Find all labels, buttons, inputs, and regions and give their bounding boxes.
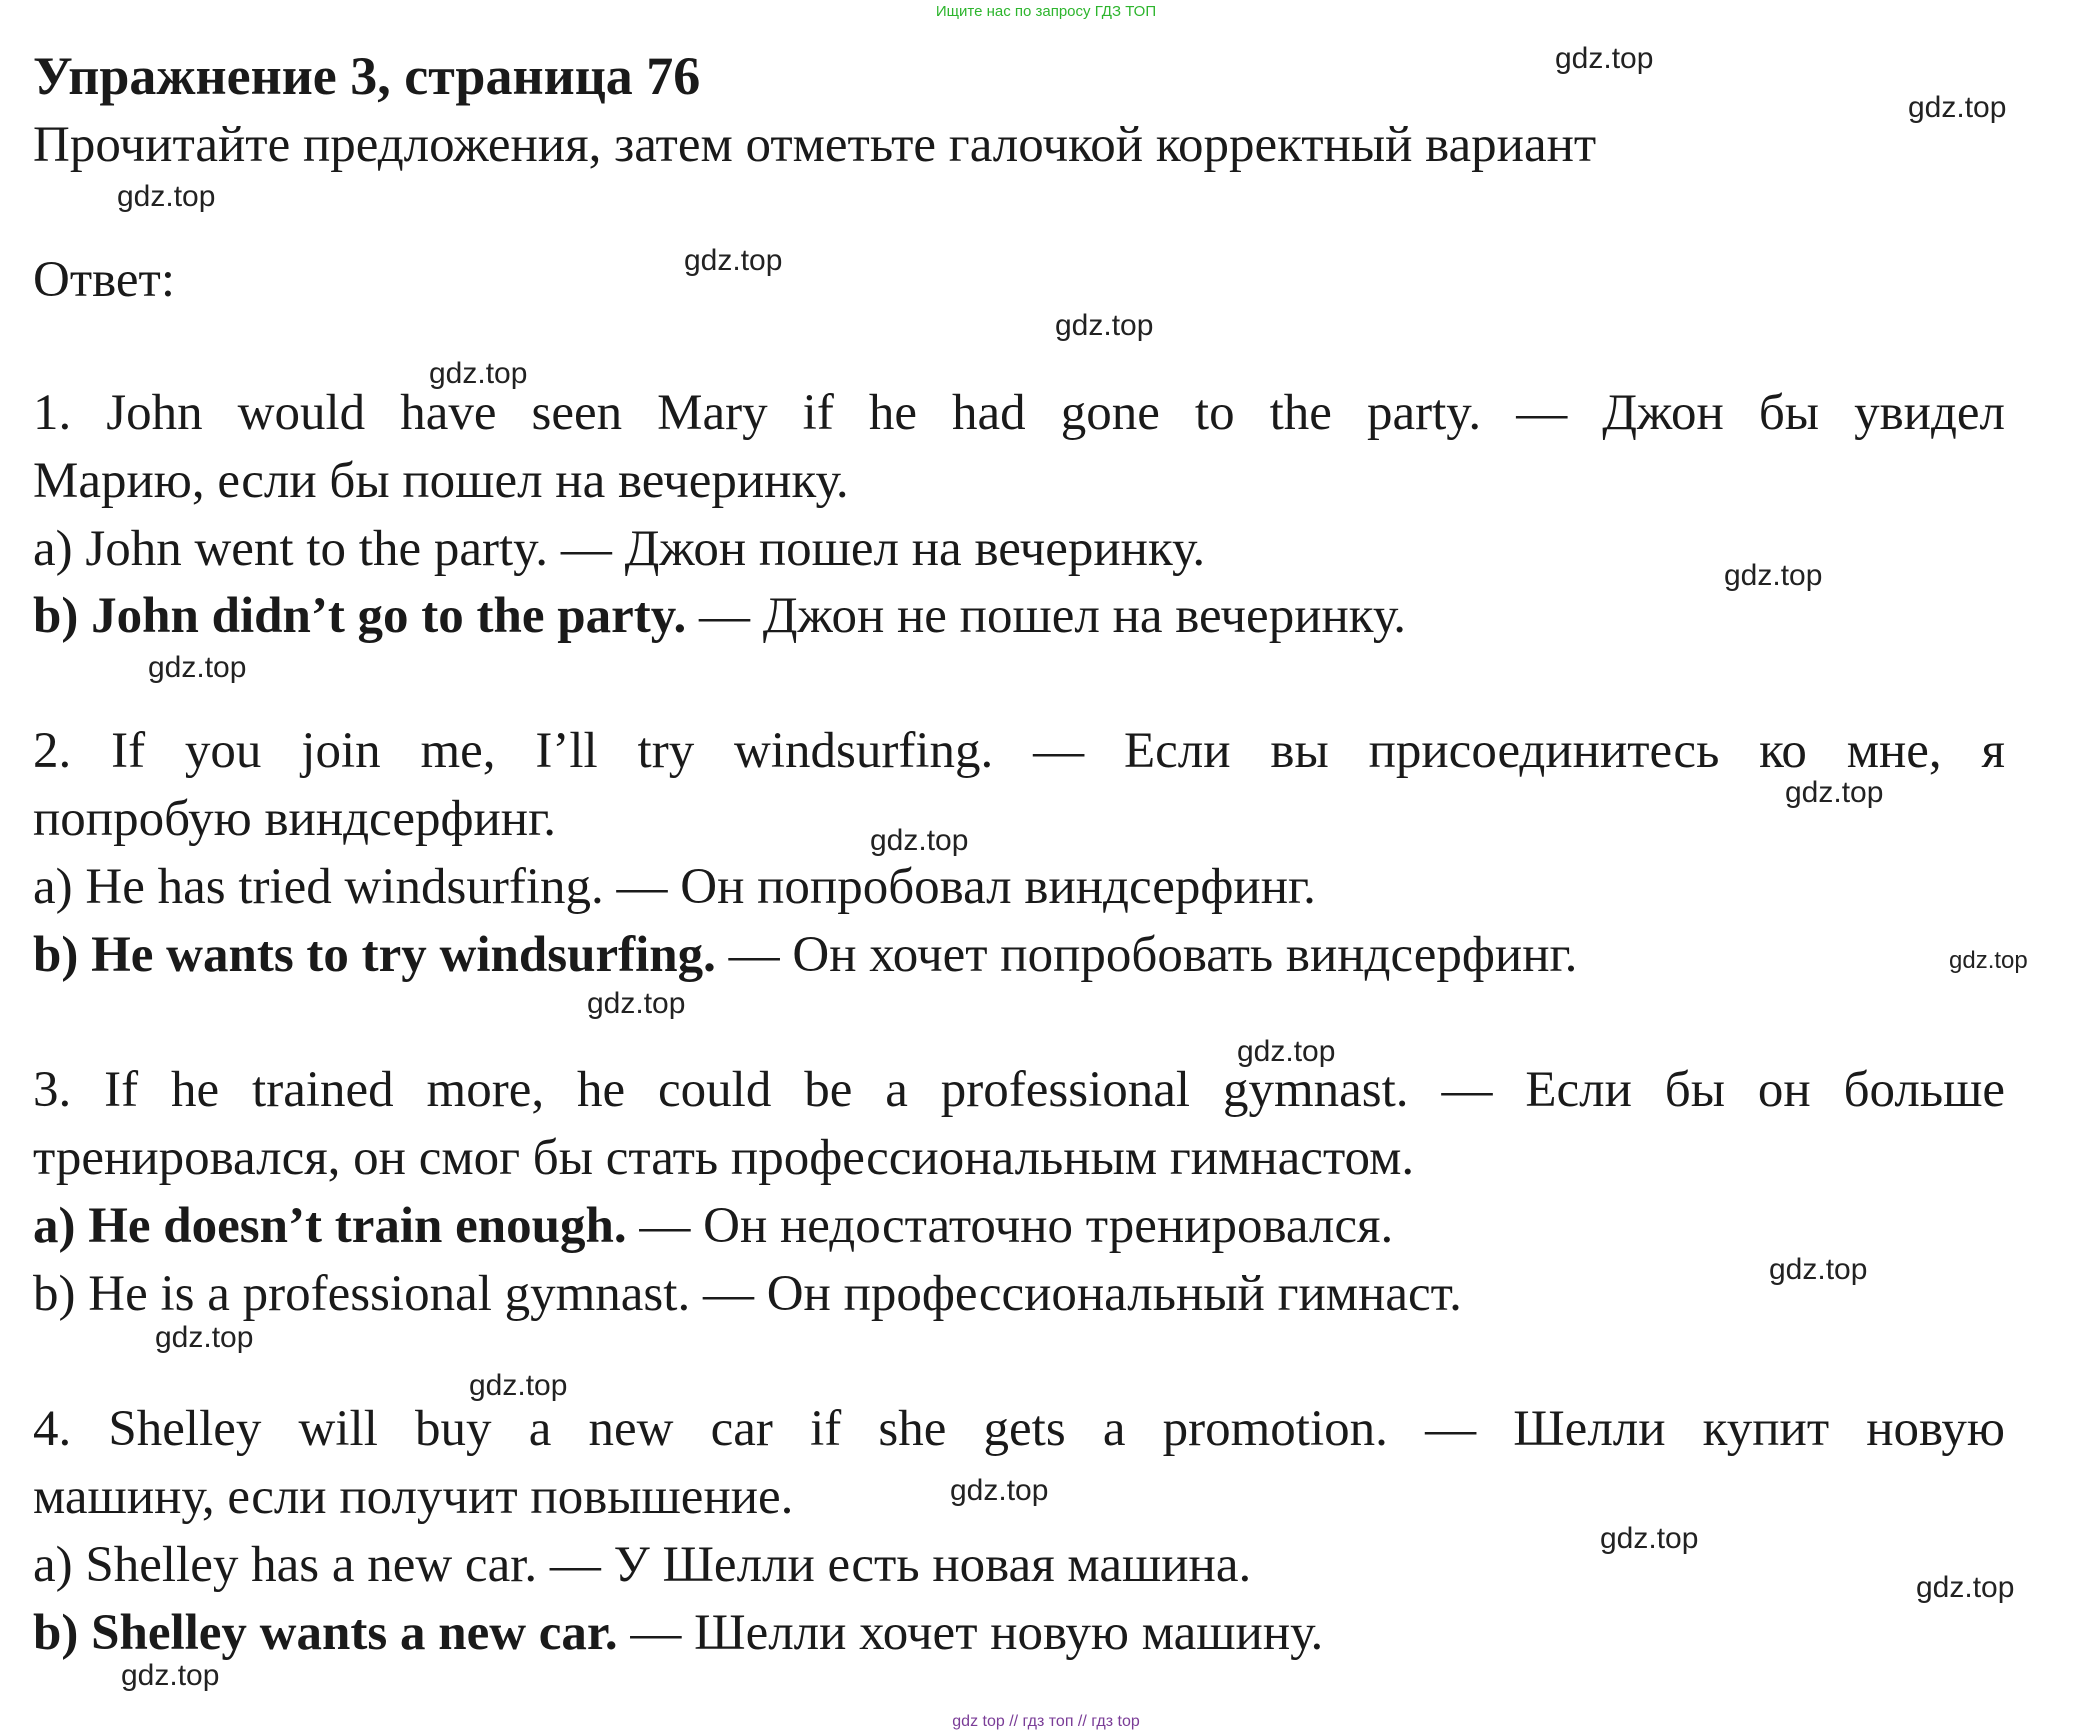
option-b-en: b) Shelley wants a new car. — [33, 1605, 618, 1661]
answer-label: Ответ: — [33, 252, 175, 308]
watermark: gdz.top — [1916, 1571, 2015, 1604]
page-title: Упражнение 3, страница 76 — [33, 46, 701, 106]
watermark: gdz.top — [1785, 776, 1884, 809]
watermark: gdz.top — [870, 824, 969, 857]
item-4-sentence-line1: 4. Shelley will buy a new car if she gets a promotion. — Шелли купит новую — [33, 1401, 2005, 1457]
item-1-sentence-line1: 1. John would have seen Mary if he had gone to the party. — Джон бы увидел — [33, 385, 2005, 441]
option-a-ru: — Он попробовал виндсерфинг. — [603, 859, 1316, 915]
option-b-en: b) He is a professional gymnast. — [33, 1266, 691, 1322]
option-b-en: b) John didn’t go to the party. — [33, 588, 687, 644]
item-2-option-a — [33, 859, 1316, 915]
option-a-ru: — У Шелли есть новая машина. — [537, 1537, 1252, 1593]
instruction: Прочитайте предложения, затем отметьте галочкой корректный вариант — [33, 117, 1597, 173]
item-1-option-b-correct — [33, 588, 1406, 644]
watermark: gdz.top — [429, 357, 528, 390]
item-3-option-a-correct — [33, 1198, 1394, 1254]
item-4-sentence-line2: машину, если получит повышение. — [33, 1469, 794, 1525]
option-b-ru: — Он хочет попробовать виндсерфинг. — [715, 927, 1578, 983]
watermark: gdz.top — [1724, 559, 1823, 592]
option-a-en: a) He has tried windsurfing. — [33, 859, 604, 915]
option-b-en: b) He wants to try windsurfing. — [33, 927, 716, 983]
item-2-sentence-line1: 2. If you join me, I’ll try windsurfing. — Если вы присоединитесь ко мне, я — [33, 723, 2005, 779]
item-4-option-b-correct — [33, 1605, 1324, 1661]
option-a-en: a) He doesn’t train enough. — [33, 1198, 627, 1254]
watermark: gdz.top — [1055, 309, 1154, 342]
option-b-ru: — Шелли хочет новую машину. — [617, 1605, 1324, 1661]
watermark: gdz.top — [121, 1659, 220, 1692]
watermark: gdz.top — [587, 987, 686, 1020]
watermark: gdz.top — [1555, 42, 1654, 75]
item-4-option-a — [33, 1537, 1252, 1593]
watermark: gdz.top — [148, 651, 247, 684]
option-b-ru: — Джон не пошел на вечеринку. — [686, 588, 1406, 644]
watermark: gdz.top — [684, 244, 783, 277]
watermark: gdz.top — [1908, 91, 2007, 124]
option-b-ru: — Он профессиональный гимнаст. — [690, 1266, 1462, 1322]
watermark: gdz.top — [117, 180, 216, 213]
option-a-en: a) John went to the party. — [33, 521, 549, 577]
option-a-en: a) Shelley has a new car. — [33, 1537, 538, 1593]
item-1-sentence-line2: Марию, если бы пошел на вечеринку. — [33, 453, 849, 509]
watermark: gdz.top — [1600, 1522, 1699, 1555]
footer-links: gdz top // гдз топ // гдз top — [952, 1713, 1140, 1730]
watermark: gdz.top — [950, 1474, 1049, 1507]
item-2-sentence-line2: попробую виндсерфинг. — [33, 791, 556, 847]
option-a-ru: — Джон пошел на вечеринку. — [548, 521, 1206, 577]
watermark: gdz.top — [1769, 1253, 1868, 1286]
item-3-option-b — [33, 1266, 1462, 1322]
watermark: gdz.top — [469, 1369, 568, 1402]
item-3-sentence-line2: тренировался, он смог бы стать профессиональным гимнастом. — [33, 1130, 1415, 1186]
watermark: gdz.top — [155, 1321, 254, 1354]
option-a-ru: — Он недостаточно тренировался. — [626, 1198, 1394, 1254]
watermark: gdz.top — [1949, 947, 2028, 974]
watermark: gdz.top — [1237, 1035, 1336, 1068]
item-1-option-a — [33, 521, 1206, 577]
item-3-sentence-line1: 3. If he trained more, he could be a professional gymnast. — Если бы он больше — [33, 1062, 2005, 1118]
item-2-option-b-correct — [33, 927, 1578, 983]
search-banner: Ищите нас по запросу ГДЗ ТОП — [935, 3, 1157, 20]
